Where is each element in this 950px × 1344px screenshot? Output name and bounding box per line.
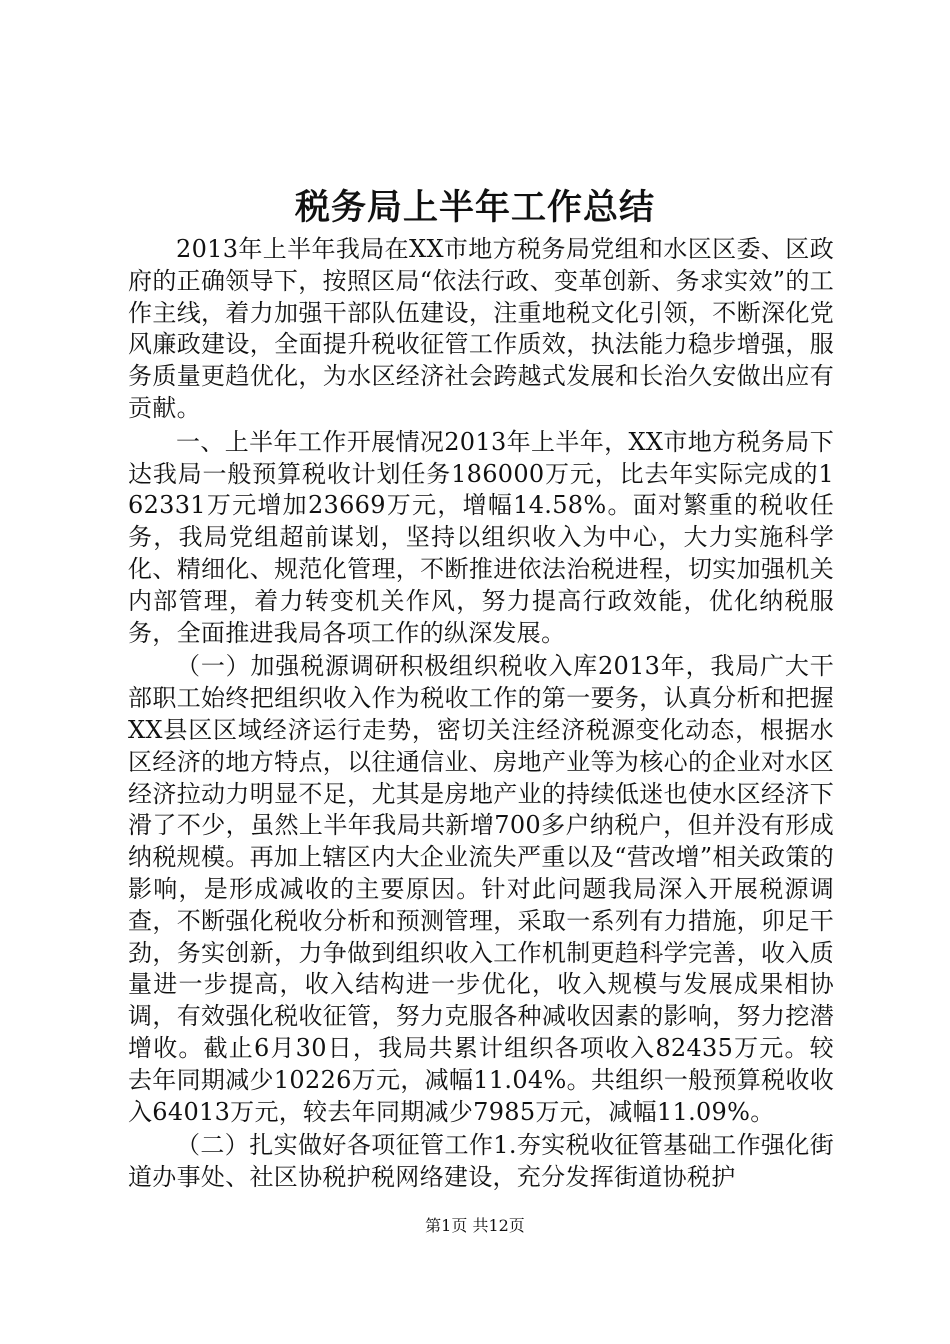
- paragraph-subsection-2: （二）扎实做好各项征管工作1.夯实税收征管基础工作强化街道办事处、社区协税护税网络建设，充分发挥街道协税护: [128, 1131, 834, 1192]
- paragraph-subsection-1: （一）加强税源调研积极组织税收入库2013年，我局广大干部职工始终把组织收入作为税收工作的第一要务，认真分析和把握XX县区区域经济运行走势，密切关注经济税源变化动态，根据水区经济的地方特点，以往通信业、房地产业等为核心的企业对水区经济拉动力明显不足，尤其是房地产业的持续低迷也使水区经济下滑了不少，虽然上半年我局共新增700多户纳税户，但并没有形成纳税规模。再加上辖区内大企业流失严重以及“营改增”相关政策的影响，是形成减收的主要原因。针对此问题我局深入开展税源调查，不断强化税收分析和预测管理，采取一系列有力措施，卯足干劲，务实创新，力争做到组织收入工作机制更趋科学完善，收入质量进一步提高，收入结构进一步优化，收入规模与发展成果相协调，有效强化税收征管，努力克服各种减收因素的影响，努力挖潜增收。截止6月30日，我局共累计组织各项收入82435万元。较去年同期减少10226万元，减幅11.04%。共组织一般预算税收收入64013万元，较去年同期减少7985万元，减幅11.09%。: [128, 652, 834, 1126]
- document-body: [128, 234, 834, 1196]
- paragraph-intro: 2013年上半年我局在XX市地方税务局党组和水区区委、区政府的正确领导下，按照区局“依法行政、变革创新、务求实效”的工作主线，着力加强干部队伍建设，注重地税文化引领，不断深化党风廉政建设，全面提升税收征管工作质效，执法能力稳步增强，服务质量更趋优化，为水区经济社会跨越式发展和长治久安做出应有贡献。: [128, 235, 834, 422]
- paragraph-section-1: 一、上半年工作开展情况2013年上半年，XX市地方税务局下达我局一般预算税收计划任务186000万元，比去年实际完成的162331万元增加23669万元，增幅14.58%。面对繁重的税收任务，我局党组超前谋划，坚持以组织收入为中心，大力实施科学化、精细化、规范化管理，不断推进依法治税进程，切实加强机关内部管理，着力转变机关作风，努力提高行政效能，优化纳税服务，全面推进我局各项工作的纵深发展。: [128, 427, 834, 647]
- document-title: 税务局上半年工作总结: [294, 187, 655, 228]
- page-footer: 第1页 共12页: [425, 1216, 525, 1235]
